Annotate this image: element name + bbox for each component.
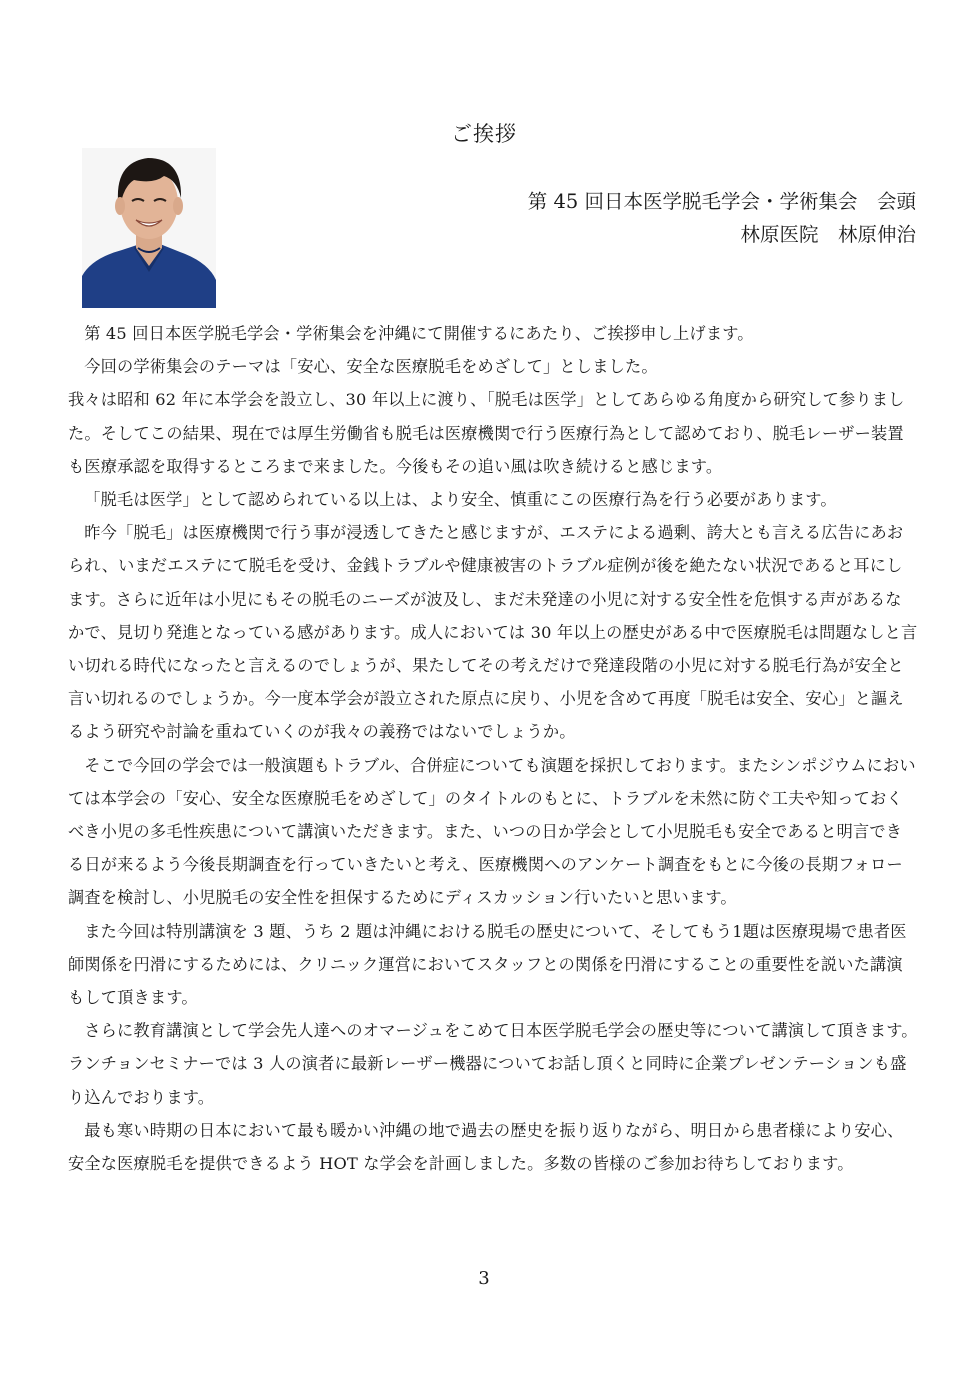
paragraph-3: 我々は昭和 62 年に本学会を設立し、30 年以上に渡り、「脱毛は医学」としてあらゆる角度から研究して参りました。そしてこの結果、現在では厚生労働省も脱毛は医療機関で行う医療行為として認めており、脱毛レーザー装置も医療承認を取得するところまで来ました。今後もその追い風は吹き続けると感じます。 — [68, 390, 905, 476]
page-number: 3 — [478, 1268, 490, 1289]
paragraph-8: さらに教育講演として学会先人達へのオマージュをこめて日本医学脱毛学会の歴史等について講演して頂きます。ランチョンセミナーでは 3 人の演者に最新レーザー機器についてお話し頂くと同時に企業プレゼンテーションも盛り込んでおります。 — [68, 1021, 918, 1107]
page-title: ご挨拶 — [451, 122, 517, 146]
paragraph-1: 第 45 回日本医学脱毛学会・学術集会を沖縄にて開催するにあたり、ご挨拶申し上げます。 — [84, 324, 754, 343]
greeting-body — [68, 317, 918, 1180]
author-name: 林原医院 林原伸治 — [740, 223, 916, 246]
paragraph-7: また今回は特別講演を 3 題、うち 2 題は沖縄における脱毛の歴史について、そしてもう1題は医療現場で患者医師関係を円滑にするためには、クリニック運営においてスタッフとの関係を円滑にすることの重要性を説いた講演もして頂きます。 — [68, 921, 907, 1008]
portrait-illustration — [82, 148, 216, 308]
paragraph-2: 今回の学術集会のテーマは「安心、安全な医療脱毛をめざして」としました。 — [84, 357, 658, 377]
paragraph-6: そこで今回の学会では一般演題もトラブル、合併症についても演題を採択しております。またシンポジウムにおいては本学会の「安心、安全な医療脱毛をめざして」のタイトルのもとに、トラブルを未然に防ぐ工夫や知っておくべき小児の多毛性疾患について講演いただきます。また、いつの日か学会として小児脱毛も安全であると明言できる日が来るよう今後長期調査を行っていきたいと考え、医療機関へのアンケート調査をもとに今後の長期フォロー調査を検討し、小児脱毛の安全性を担保するためにディスカッション行いたいと思います。 — [68, 755, 916, 908]
portrait-photo — [82, 148, 216, 308]
paragraph-4: 「脱毛は医学」として認められている以上は、より安全、慎重にこの医療行為を行う必要があります。 — [84, 490, 837, 510]
author-block — [528, 185, 916, 251]
author-position: 第 45 回日本医学脱毛学会・学術集会 会頭 — [527, 190, 916, 213]
paragraph-5: 昨今「脱毛」は医療機関で行う事が浸透してきたと感じますが、エステによる過剰、誇大とも言える広告にあおられ、いまだエステにて脱毛を受け、金銭トラブルや健康被害のトラブル症例が後を絶たない状況であると耳にします。さらに近年は小児にもその脱毛のニーズが波及し、まだ未発達の小児に対する安全性を危惧する声があるなかで、見切り発進となっている感があります。成人においては 30 年以上の歴史がある中で医療脱毛は問題なしと言い切れる時代になったと言えるのでしょうが、果たしてその考えだけで発達段階の小児に対する脱毛行為が安全と言い切れるのでしょうか。今一度本学会が設立された原点に戻り、小児を含めて再度「脱毛は安全、安心」と謳えるよう研究や討論を重ねていくのが我々の義務ではないでしょうか。 — [68, 523, 918, 742]
paragraph-9: 最も寒い時期の日本において最も暖かい沖縄の地で過去の歴史を振り返りながら、明日から患者様により安心、安全な医療脱毛を提供できるよう HOT な学会を計画しました。多数の皆様のご参加お待ちしております。 — [68, 1120, 904, 1174]
